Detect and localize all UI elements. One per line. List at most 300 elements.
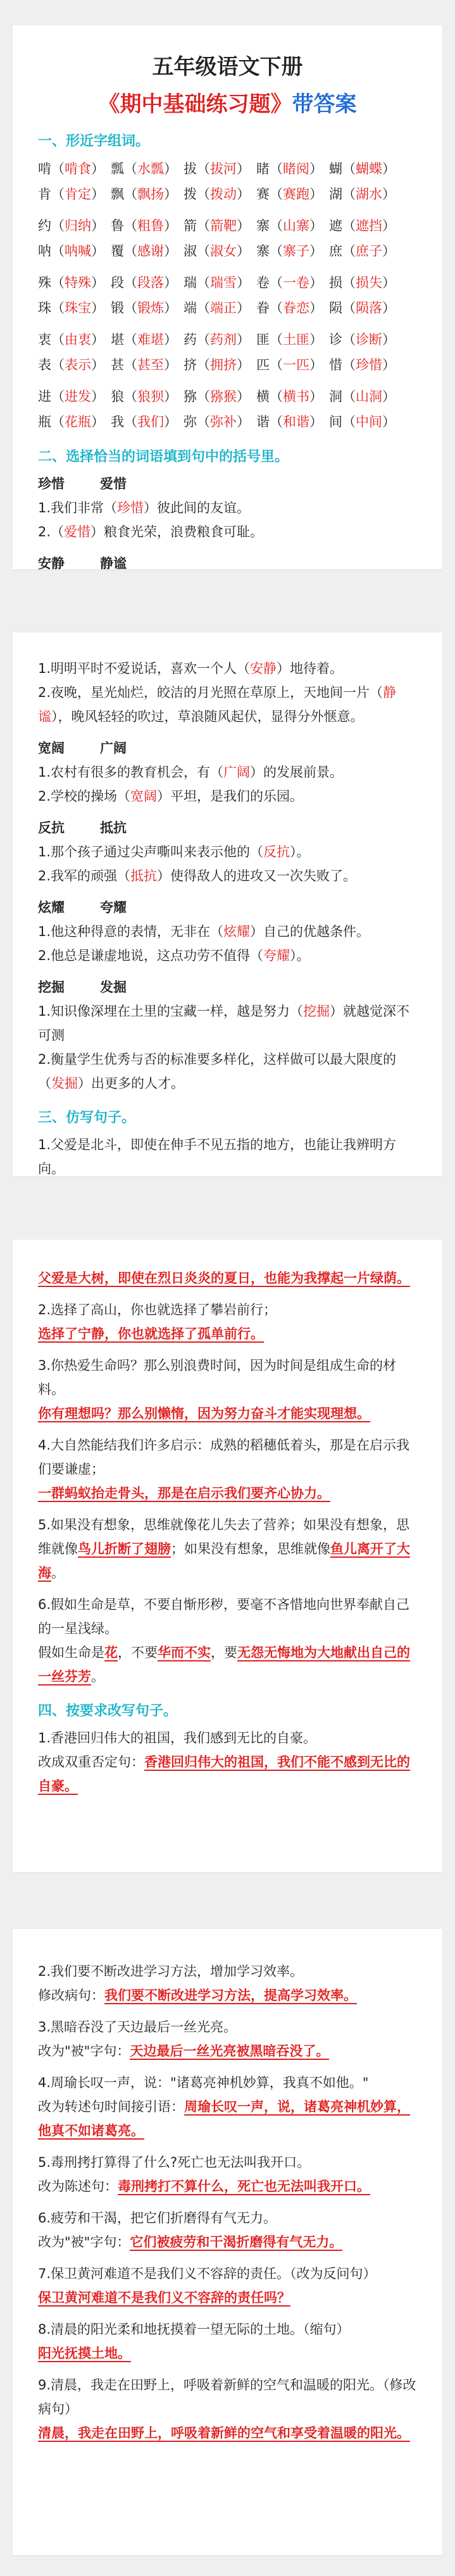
rewrite-q1: 1.香港回归伟大的祖国，我们感到无比的自豪。: [38, 1730, 317, 1746]
paren: ）: [91, 275, 104, 290]
answer-word: 进发: [65, 389, 91, 404]
char: 赛: [256, 187, 270, 202]
char-item: [111, 161, 177, 176]
answer-word: 药剂: [210, 332, 237, 347]
char-item: [38, 243, 104, 259]
fill-line: [38, 760, 417, 784]
paren: （: [342, 300, 356, 316]
text: ）粮食光荣，浪费粮食可耻。: [90, 524, 264, 539]
text: 2.我军的顽强（: [38, 868, 131, 884]
answer-word: 寨子: [283, 243, 309, 259]
answer-word: 感谢: [137, 243, 164, 259]
paren: （: [342, 357, 356, 373]
answer-word: 挖掘: [303, 1004, 330, 1019]
paren: ）: [382, 218, 396, 233]
char-item: [329, 161, 396, 176]
char: 横: [256, 389, 270, 404]
char: 匹: [256, 357, 270, 373]
fill-line: [38, 944, 417, 968]
text: ，不要: [118, 1645, 158, 1660]
paren: ）: [237, 300, 250, 316]
paren: （: [124, 332, 137, 347]
char: 甚: [111, 357, 124, 373]
paren: （: [270, 187, 283, 202]
paren: ）: [309, 161, 323, 176]
fill-line: [38, 840, 417, 864]
answer-word: 安静: [250, 661, 277, 676]
char: 堪: [111, 332, 124, 347]
char: 洞: [329, 389, 342, 404]
char-item: [184, 161, 250, 176]
char: 殊: [38, 275, 51, 290]
char-item: [184, 243, 250, 259]
answer-word: 陨落: [356, 300, 382, 316]
answer-word: 湖水: [356, 187, 382, 202]
answer: 选择了宁静，你也就选择了孤单前行。: [38, 1326, 264, 1341]
answer-word: 归纳: [65, 218, 91, 233]
char: 陨: [329, 300, 342, 316]
answer: 香港回归伟大的祖国，我们不能不感到无比的自豪。: [38, 1754, 410, 1794]
paren: ）: [91, 332, 104, 347]
imitate-a1: [38, 1266, 417, 1290]
text: 假如生命是: [38, 1645, 104, 1660]
char: 挤: [184, 357, 197, 373]
char-item: [184, 332, 250, 347]
char: 诊: [329, 332, 342, 347]
paren: ）: [382, 187, 396, 202]
char-item: [256, 389, 323, 404]
paren: ）: [309, 414, 323, 429]
imitate-q5: [38, 1513, 417, 1585]
card-3: [13, 1240, 442, 1872]
char-item: [329, 414, 396, 429]
char: 眷: [256, 300, 270, 316]
imitate-q2: 2.选择了高山，你也就选择了攀岩前行；: [38, 1302, 277, 1317]
paren: （: [270, 332, 283, 347]
answer: 天边最后一丝光亮被黑暗吞没了。: [130, 2043, 330, 2059]
answer-word: 遮挡: [356, 218, 382, 233]
char-item: [256, 414, 323, 429]
char-item: [38, 389, 104, 404]
pair3-lines: [38, 760, 417, 808]
rewrite-a3: [38, 2039, 417, 2063]
char-item: [329, 332, 396, 347]
paren: （: [124, 300, 137, 316]
char-item: [38, 275, 104, 290]
paren: ）: [164, 332, 177, 347]
answer-word: 段落: [137, 275, 164, 290]
paren: ）: [164, 414, 177, 429]
paren: （: [270, 300, 283, 316]
answer-word: 难堪: [137, 332, 164, 347]
rewrite-q4: 4.周瑜长叹一声，说："诸葛亮神机妙算，我真不如他。": [38, 2075, 369, 2090]
paren: （: [197, 243, 210, 259]
char: 湖: [329, 187, 342, 202]
char: 寨: [256, 218, 270, 233]
char-item: [38, 300, 104, 316]
char-item: [256, 300, 323, 316]
text: ）使得敌人的进攻又一次失败了。: [157, 868, 357, 884]
paren: ）: [309, 187, 323, 202]
answer: 保卫黄河难道不是我们义不容辞的责任吗？: [38, 2290, 290, 2305]
answer: 花: [104, 1645, 118, 1660]
paren: ）: [382, 243, 396, 259]
rewrite-q3: 3.黑暗吞没了天边最后一丝光亮。: [38, 2019, 237, 2035]
rewrite-a1: [38, 1750, 417, 1798]
answer-word: 表示: [65, 357, 91, 373]
char: 拔: [184, 161, 197, 176]
paren: ）: [91, 218, 104, 233]
rewrite-a2: [38, 1983, 417, 2007]
answer-word: 抵抗: [130, 868, 158, 884]
paren: （: [51, 243, 65, 259]
requirement: 修改病句：: [38, 1988, 104, 2003]
paren: （: [197, 187, 210, 202]
word-a: 反抗: [38, 820, 65, 835]
paren: （: [342, 275, 356, 290]
char-item: [256, 243, 323, 259]
answer-word: 甚至: [137, 357, 164, 373]
text: ）就越觉深不可测: [38, 1004, 410, 1043]
char-item: [256, 218, 323, 233]
paren: （: [51, 300, 65, 316]
char-item: [329, 357, 396, 373]
word-pair-4: [38, 816, 417, 840]
answer-word: 花瓶: [65, 414, 91, 429]
text: 1.那个孩子通过尖声嘶叫来表示他的（: [38, 844, 264, 860]
answer: 我们要不断改进学习方法，提高学习效率。: [104, 1988, 357, 2003]
char: 猕: [184, 389, 197, 404]
paren: ）: [91, 161, 104, 176]
char: 药: [184, 332, 197, 347]
paren: （: [342, 389, 356, 404]
char-item: [111, 414, 177, 429]
rewrite-a4: [38, 2095, 417, 2143]
paren: ）: [237, 161, 250, 176]
word-a: 炫耀: [38, 900, 65, 915]
answer-word: 飘扬: [137, 187, 164, 202]
answer: 周瑜长叹一声，说，诸葛亮神机妙算，他真不如诸葛亮。: [38, 2099, 410, 2138]
answer-word: 宽阔: [130, 789, 158, 804]
char-item: [111, 300, 177, 316]
rewrite-a5: [38, 2174, 417, 2198]
word-a: 珍惜: [38, 476, 65, 491]
pair4-lines: [38, 840, 417, 888]
answer-word: 一匹: [283, 357, 309, 373]
char-pair-row: [38, 270, 417, 295]
answer-word: 土匪: [283, 332, 309, 347]
answer-word: 淑女: [210, 243, 237, 259]
imitate-a2: [38, 1322, 417, 1346]
answer-word: 肯定: [65, 187, 91, 202]
answer-word: 啃食: [65, 161, 91, 176]
paren: （: [270, 389, 283, 404]
char-item: [184, 389, 250, 404]
text: ，要: [211, 1645, 237, 1660]
answer-word: 拥挤: [210, 357, 237, 373]
answer: 它们被疲劳和干渴折磨得有气无力。: [130, 2234, 343, 2250]
answer-word: 山寨: [283, 218, 309, 233]
char-item: [111, 218, 177, 233]
char: 啃: [38, 161, 51, 176]
requirement: 改为"被"字句：: [38, 2043, 130, 2059]
answer-word: 粗鲁: [137, 218, 164, 233]
char-item: [329, 218, 396, 233]
paren: ）: [382, 389, 396, 404]
char-pair-row: [38, 213, 417, 238]
char: 段: [111, 275, 124, 290]
answer-word: 弥补: [210, 414, 237, 429]
paren: （: [342, 414, 356, 429]
answer-word: 山洞: [356, 389, 382, 404]
paren: ）: [237, 243, 250, 259]
answer-word: 和谐: [283, 414, 309, 429]
char-pair-row: [38, 238, 417, 264]
text: ；如果没有想象，思维就像: [171, 1541, 330, 1556]
answer: 鸟儿折断了翅膀: [78, 1541, 171, 1556]
answer-word: 静谧: [38, 685, 397, 724]
paren: ）: [164, 357, 177, 373]
paren: （: [124, 218, 137, 233]
char-item: [256, 187, 323, 202]
char: 鲁: [111, 218, 124, 233]
char-item: [184, 275, 250, 290]
char: 珠: [38, 300, 51, 316]
paren: ）: [91, 357, 104, 373]
answer-word: 反抗: [263, 844, 290, 860]
paren: （: [342, 243, 356, 259]
requirement: 改成双重否定句：: [38, 1754, 144, 1770]
answer-word: 夸耀: [263, 948, 290, 963]
paren: （: [197, 300, 210, 316]
char: 匪: [256, 332, 270, 347]
paren: （: [51, 332, 65, 347]
char-item: [111, 332, 177, 347]
char-pair-row: [38, 384, 417, 409]
imitate-q3: 3.你热爱生命吗？那么别浪费时间，因为时间是组成生命的材料。: [38, 1358, 397, 1397]
char-item: [111, 389, 177, 404]
rewrite-q2: 2.我们要不断改进学习方法，增加学习效率。: [38, 1964, 304, 1979]
answer-word: 水瓢: [137, 161, 164, 176]
card-2: [13, 632, 442, 1176]
paren: ）: [164, 187, 177, 202]
fill-line: [38, 920, 417, 944]
word-pair-5: [38, 896, 417, 920]
answer-word: 眷恋: [283, 300, 309, 316]
section-2-title: 二、选择恰当的词语填到句中的括号里。: [38, 449, 289, 465]
imitate-q4: 4.大自然能结我们许多启示：成熟的稻穗低着头，那是在启示我们要谦虚；: [38, 1438, 410, 1477]
answer-word: 睹阅: [283, 161, 309, 176]
word-pair-6: [38, 975, 417, 999]
answer-word: 呐喊: [65, 243, 91, 259]
text: ）出更多的人才。: [78, 1076, 184, 1091]
answer: 阳光抚摸土地。: [38, 2346, 131, 2361]
paren: （: [342, 161, 356, 176]
answer-word: 箭靶: [210, 218, 237, 233]
paren: （: [124, 161, 137, 176]
word-b: 抵抗: [100, 820, 127, 835]
answer-word: 诊断: [356, 332, 382, 347]
paren: ）: [237, 357, 250, 373]
char-item: [256, 161, 323, 176]
fill-line: [38, 784, 417, 808]
paren: （: [51, 161, 65, 176]
rewrite-q5: 5.毒刑拷打算得了什么?死亡也无法叫我开口。: [38, 2155, 311, 2170]
paren: （: [342, 218, 356, 233]
paren: ）: [382, 332, 396, 347]
paren: ）: [237, 389, 250, 404]
rewrite-q9: 9.清晨，我走在田野上，呼吸着新鲜的空气和温暖的阳光。（修改病句）: [38, 2377, 416, 2417]
paren: （: [124, 187, 137, 202]
char: 肯: [38, 187, 51, 202]
paren: ）: [164, 275, 177, 290]
answer-word: 炫耀: [223, 924, 251, 939]
char-item: [111, 187, 177, 202]
word-b: 夸耀: [100, 900, 127, 915]
char-item: [184, 357, 250, 373]
paren: （: [197, 357, 210, 373]
char-item: [256, 275, 323, 290]
pair5-lines: [38, 920, 417, 968]
answer-word: 瑞雪: [210, 275, 237, 290]
paren: （: [270, 243, 283, 259]
char: 衷: [38, 332, 51, 347]
paren: ）: [309, 300, 323, 316]
paren: （: [197, 275, 210, 290]
char: 表: [38, 357, 51, 373]
text: 1.明明平时不爱说话，喜欢一个人（: [38, 661, 251, 676]
imitate-q1: 1.父爱是北斗，即使在伸手不见五指的地方，也能让我辨明方向。: [38, 1137, 397, 1176]
char-item: [38, 357, 104, 373]
word-a: 安静: [38, 556, 65, 571]
char: 端: [184, 300, 197, 316]
paren: ）: [91, 389, 104, 404]
answer: 一群蚂蚁抬走骨头，那是在启示我们要齐心协力。: [38, 1486, 330, 1501]
rewrite-a6: [38, 2230, 417, 2254]
paren: ）: [382, 414, 396, 429]
char: 约: [38, 218, 51, 233]
fill-line: [38, 1047, 417, 1095]
char-item: [184, 218, 250, 233]
char-pair-row: [38, 295, 417, 321]
text: ），晚风轻轻的吹过，草浪随风起伏，显得分外惬意。: [51, 709, 364, 724]
char: 狼: [111, 389, 124, 404]
section-1-title: 一、形近字组词。: [38, 133, 150, 149]
word-b: 广阔: [100, 741, 127, 756]
paren: ）: [164, 389, 177, 404]
text: 2.学校的操场（: [38, 789, 131, 804]
char-item: [184, 187, 250, 202]
char: 锻: [111, 300, 124, 316]
text: 1.我们非常（: [38, 500, 118, 515]
word-b: 静谧: [100, 556, 127, 571]
rewrite-q7: 7.保卫黄河难道不是我们义不容辞的责任。（改为反问句）: [38, 2266, 377, 2281]
paren: ）: [237, 218, 250, 233]
paren: ）: [91, 300, 104, 316]
answer-word: 蝴蝶: [356, 161, 382, 176]
paren: （: [270, 275, 283, 290]
char-item: [111, 275, 177, 290]
paren: （: [270, 161, 283, 176]
word-pair-3: [38, 736, 417, 760]
char: 覆: [111, 243, 124, 259]
char: 瓶: [38, 414, 51, 429]
answer-word: 猕猴: [210, 389, 237, 404]
fill-line: [38, 496, 417, 520]
paren: （: [124, 357, 137, 373]
answer-word: 庶子: [356, 243, 382, 259]
pair6-lines: [38, 999, 417, 1095]
text: 。: [91, 1669, 104, 1684]
char-item: [329, 275, 396, 290]
paren: （: [197, 218, 210, 233]
word-a: 宽阔: [38, 741, 65, 756]
char: 弥: [184, 414, 197, 429]
text: 2.衡量学生优秀与否的标准要多样化，这样做可以最大限度的（: [38, 1052, 397, 1091]
paren: ）: [382, 161, 396, 176]
answer-word: 一卷: [283, 275, 309, 290]
rewrite-q8: 8.清晨的阳光柔和地抚摸着一望无际的土地。（缩句）: [38, 2322, 350, 2337]
paren: ）: [164, 300, 177, 316]
paren: （: [197, 389, 210, 404]
answer-word: 拨动: [210, 187, 237, 202]
char-pair-row: [38, 327, 417, 352]
char: 我: [111, 414, 124, 429]
paren: （: [124, 389, 137, 404]
paren: （: [51, 187, 65, 202]
text: ）彼此间的友谊。: [144, 500, 251, 515]
fill-line: [38, 520, 417, 544]
paren: （: [197, 161, 210, 176]
answer-word: 珍惜: [117, 500, 144, 515]
answer: 鱼儿离开了大海: [38, 1541, 410, 1581]
requirement: 改为陈述句：: [38, 2179, 118, 2194]
paren: （: [197, 332, 210, 347]
text: ）平坦，是我们的乐园。: [157, 789, 304, 804]
answer-word: 端正: [210, 300, 237, 316]
paren: ）: [237, 414, 250, 429]
answer-word: 珠宝: [65, 300, 91, 316]
text: 2.他总是谦虚地说，这点功劳不值得（: [38, 948, 264, 963]
text: ）。: [290, 844, 310, 860]
paren: （: [51, 357, 65, 373]
fill-line: [38, 656, 417, 681]
answer-word: 中间: [356, 414, 382, 429]
answer-word: 锻炼: [137, 300, 164, 316]
paren: ）: [382, 275, 396, 290]
book-title: 《期中基础练习题》: [98, 92, 292, 117]
paren: ）: [309, 357, 323, 373]
answer: 无怨无悔地为大地献出自己的一丝芬芳: [38, 1645, 410, 1684]
char-item: [184, 300, 250, 316]
card-1: [13, 25, 442, 569]
answer-word: 狼狈: [137, 389, 164, 404]
answer-word: 珍惜: [356, 357, 382, 373]
paren: （: [51, 218, 65, 233]
paren: （: [342, 187, 356, 202]
answer: 华而不实: [158, 1645, 211, 1660]
pair1-lines: [38, 496, 417, 544]
rewrite-a9: [38, 2421, 417, 2445]
char: 拨: [184, 187, 197, 202]
text: ）自己的优越条件。: [250, 924, 370, 939]
char: 淑: [184, 243, 197, 259]
answer-word: 发掘: [51, 1076, 78, 1091]
paren: （: [342, 332, 356, 347]
char-pair-row: [38, 352, 417, 378]
char-item: [38, 332, 104, 347]
char-item: [184, 414, 250, 429]
